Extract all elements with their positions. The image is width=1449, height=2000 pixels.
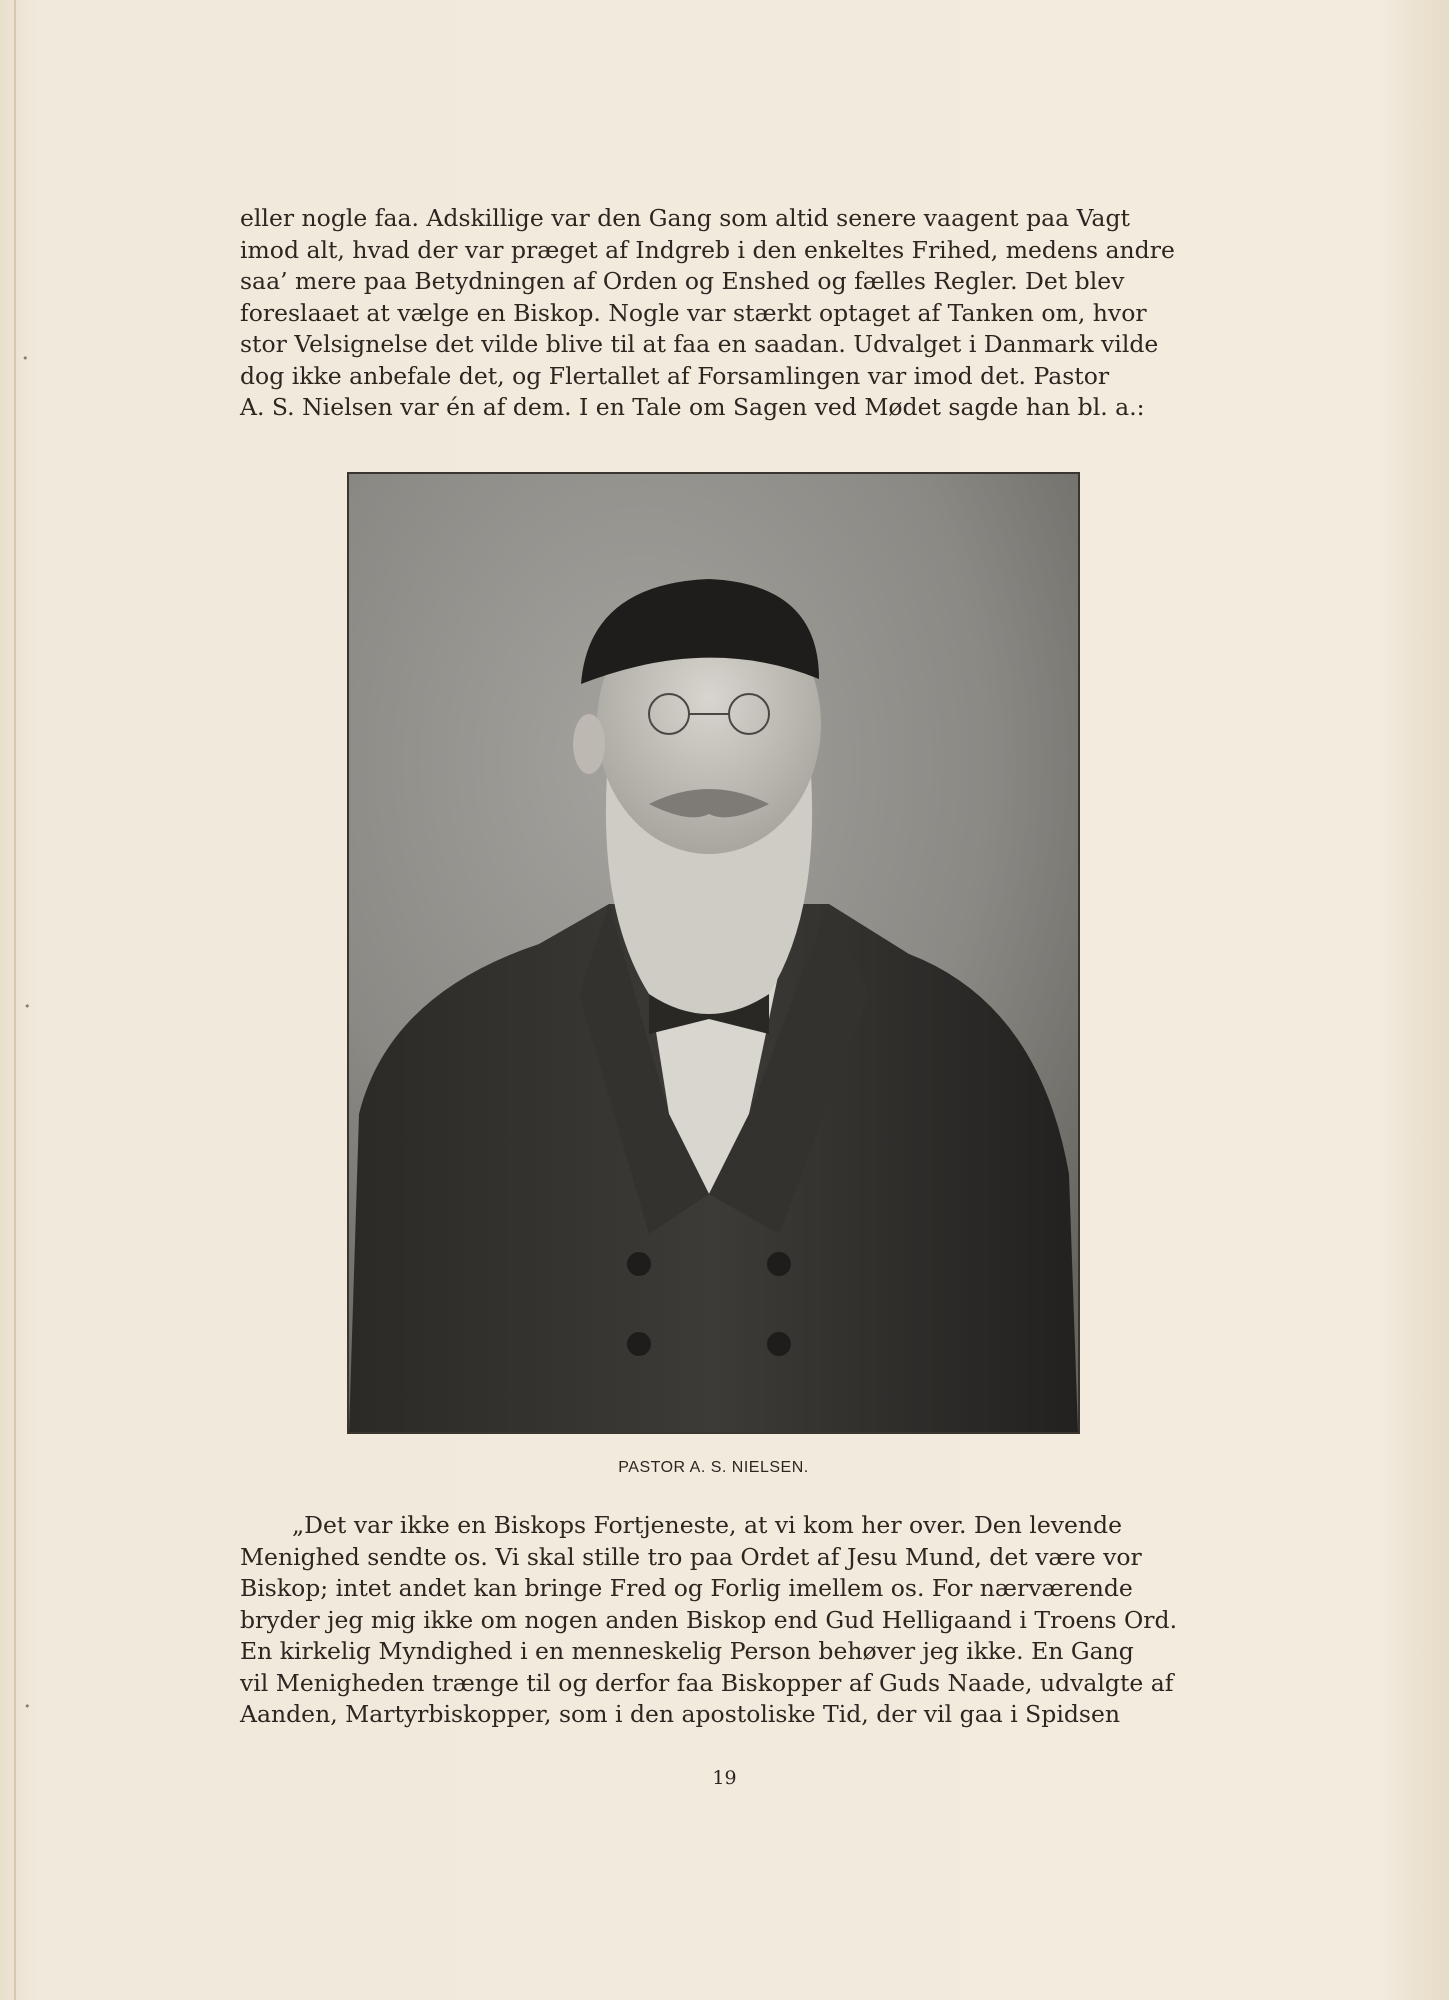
text-line: Biskop; intet andet kan bringe Fred og Forlig imellem os. For nærværende	[240, 1574, 1133, 1602]
portrait-photo	[347, 472, 1080, 1434]
photo-caption: PASTOR A. S. NIELSEN.	[618, 1459, 809, 1476]
page-edge	[14, 0, 16, 2000]
text-line: saa’ mere paa Betydningen af Orden og Enshed og fælles Regler. Det blev	[240, 267, 1125, 295]
page-number: 19	[712, 1767, 737, 1789]
text-line: vil Menigheden trænge til og derfor faa Biskopper af Guds Naade, udvalgte af	[240, 1668, 1174, 1697]
text-line: stor Velsignelse det vilde blive til at faa en saadan. Udvalget i Danmark vilde	[240, 330, 1159, 358]
text-line: bryder jeg mig ikke om nogen anden Biskop end Gud Helligaand i Troens Ord.	[240, 1605, 1178, 1634]
text-line: dog ikke anbefale det, og Flertallet af Forsamlingen var imod det. Pastor	[240, 361, 1110, 390]
margin-mark: •	[22, 352, 29, 365]
text-line: imod alt, hvad der var præget af Indgreb i den enkeltes Frihed, medens andre	[240, 235, 1175, 264]
paragraph-top	[240, 203, 1190, 424]
text-line: Menighed sendte os. Vi skal stille tro paa Ordet af Jesu Mund, det være vor	[240, 1542, 1142, 1571]
text-line: foreslaaet at vælge en Biskop. Nogle var stærkt optaget af Tanken om, hvor	[240, 298, 1147, 327]
text-line: A. S. Nielsen var én af dem. I en Tale om Sagen ved Mødet sagde han bl. a.:	[240, 393, 1145, 421]
text-line: „Det var ikke en Biskops Fortjeneste, at vi kom her over. Den levende	[292, 1511, 1122, 1539]
text-line: En kirkelig Myndighed i en menneskelig Person behøver jeg ikke. En Gang	[240, 1637, 1134, 1665]
text-line: Aanden, Martyrbiskopper, som i den apostoliske Tid, der vil gaa i Spidsen	[240, 1700, 1120, 1728]
margin-mark: •	[24, 1000, 31, 1013]
paragraph-bottom	[240, 1510, 1190, 1731]
margin-mark: •	[24, 1700, 31, 1713]
text-line: eller nogle faa. Adskillige var den Gang som altid senere vaagent paa Vagt	[240, 204, 1130, 232]
